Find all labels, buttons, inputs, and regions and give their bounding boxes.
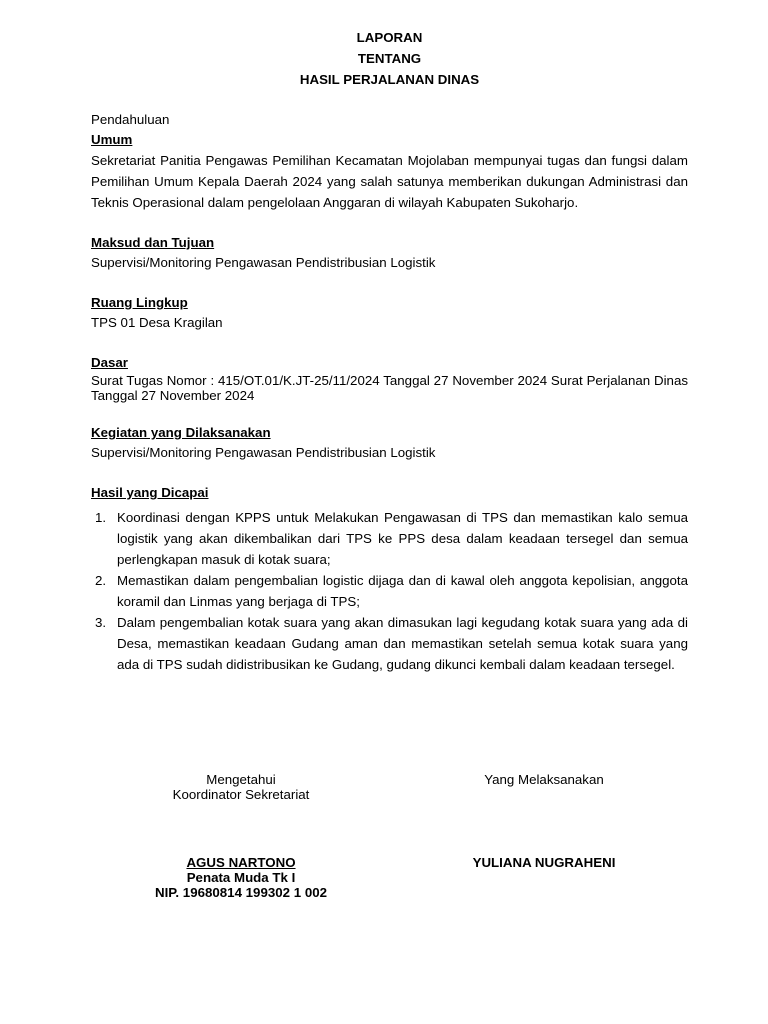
signature-left-nip: NIP. 19680814 199302 1 002 [154,885,328,900]
section-maksud [91,233,688,273]
signature-left-name: AGUS NARTONO [186,855,296,870]
list-item [91,612,688,675]
report-title-line-1: LAPORAN [356,30,423,45]
section-heading-kegiatan: Kegiatan yang Dilaksanakan [91,425,271,440]
report-page [91,27,688,900]
section-ruang [91,293,688,333]
report-title-line-3: HASIL PERJALANAN DINAS [299,72,480,87]
signature-right-label-1: Yang Melaksanakan [484,772,604,787]
section-heading-maksud: Maksud dan Tujuan [91,235,215,250]
section-kegiatan [91,423,688,463]
section-heading-ruang: Ruang Lingkup [91,295,188,310]
section-body-maksud: Supervisi/Monitoring Pengawasan Pendistribusian Logistik [91,255,436,270]
signature-right-labels [444,772,644,787]
section-body-dasar: Surat Tugas Nomor : 415/OT.01/K.JT-25/11/2024 Tanggal 27 November 2024 Surat Perjalanan Dinas Tanggal 27 November 2024 [91,373,688,403]
signature-right-identity [444,855,644,870]
section-body-ruang: TPS 01 Desa Kragilan [91,315,223,330]
list-item-text: Memastikan dalam pengembalian logistic dijaga dan di kawal oleh anggota kepolisian, anggota koramil dan Linmas yang berjaga di TPS; [117,573,688,609]
section-umum [91,130,688,213]
list-item-number: 2. [95,573,107,588]
intro-label: Pendahuluan [91,112,170,127]
list-item-text: Koordinasi dengan KPPS untuk Melakukan Pengawasan di TPS dan memastikan kalo semua logistik yang akan dikembalikan dari TPS ke PPS desa dalam keadaan tersegel dan semua perlengkapan masuk di kotak suara; [117,510,688,567]
list-item [91,570,688,612]
list-item-number: 1. [95,510,107,525]
list-item-number: 3. [95,615,107,630]
section-body-kegiatan: Supervisi/Monitoring Pengawasan Pendistribusian Logistik [91,445,436,460]
section-dasar [91,353,688,403]
signature-left-labels [131,772,351,802]
section-heading-hasil: Hasil yang Dicapai [91,485,209,500]
list-item [91,507,688,570]
section-hasil [91,483,688,675]
section-heading-umum: Umum [91,132,133,147]
section-heading-dasar: Dasar [91,355,128,370]
section-body-umum: Sekretariat Panitia Pengawas Pemilihan Kecamatan Mojolaban mempunyai tugas dan fungsi dalam Pemilihan Umum Kepala Daerah 2024 yang salah satunya memberikan dukungan Administrasi dan Teknis Operasional dalam pengelolaan Anggaran di wilayah Kabupaten Sukoharjo. [91,153,688,210]
signature-right-name: YULIANA NUGRAHENI [472,855,616,870]
report-title-line-2: TENTANG [357,51,422,66]
signature-left-label-2: Koordinator Sekretariat [172,787,310,802]
signature-left-rank: Penata Muda Tk I [186,870,296,885]
signature-left-identity [131,855,351,900]
signature-left-label-1: Mengetahui [206,772,276,787]
results-list [91,507,688,675]
list-item-text: Dalam pengembalian kotak suara yang akan dimasukan lagi kegudang kotak suara yang ada di Desa, memastikan keadaan Gudang aman dan memastikan setelah semua kotak suara yang ada di TPS sudah didistribusikan ke Gudang, gudang dikunci kembali dalam keadaan tersegel. [117,615,688,672]
